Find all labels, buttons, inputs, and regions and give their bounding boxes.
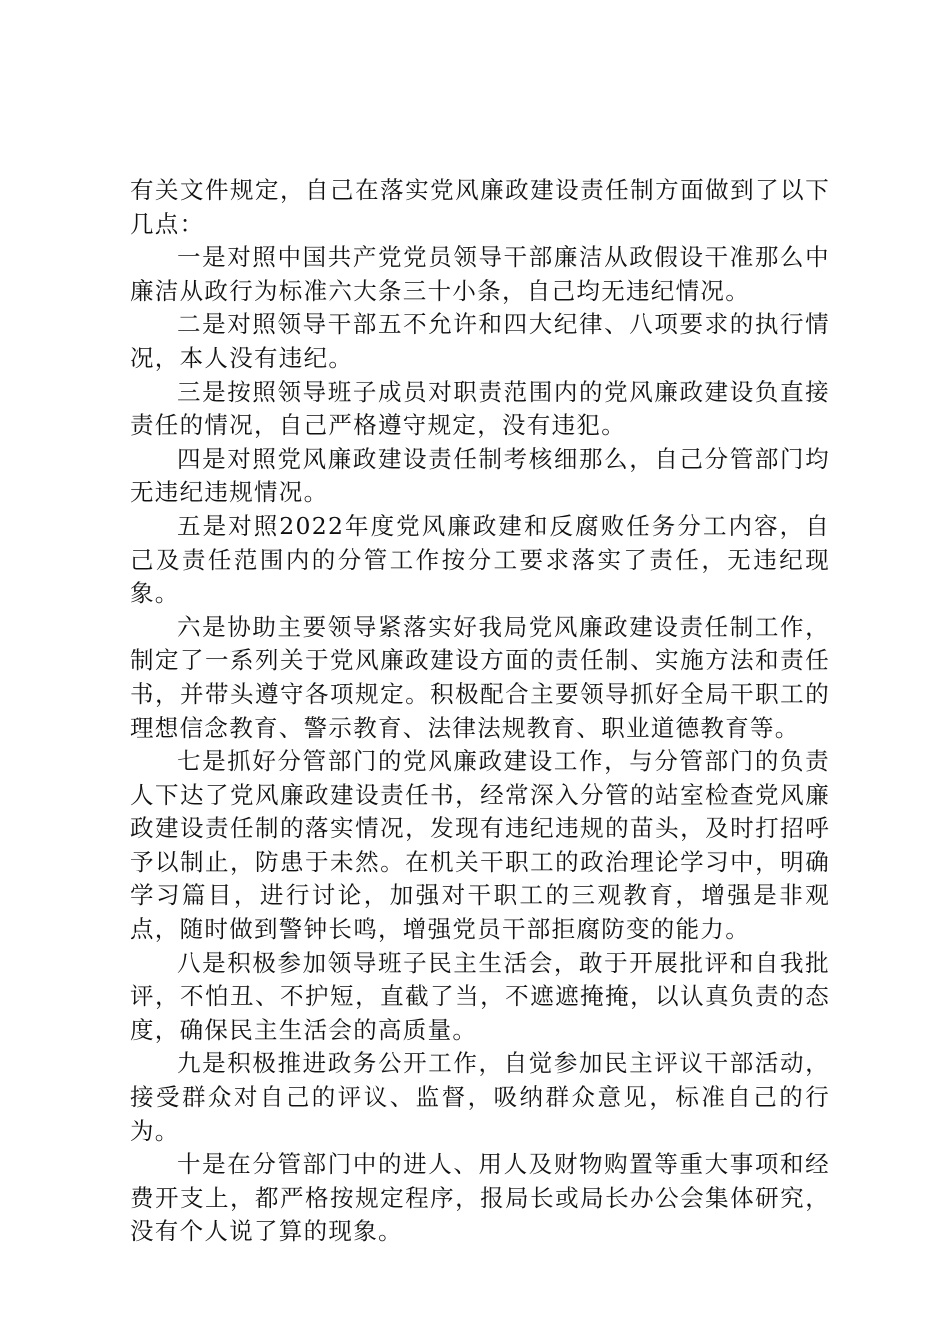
paragraph-item-2: 二是对照领导干部五不允许和四大纪律、八项要求的执行情况，本人没有违纪。 <box>130 310 830 372</box>
paragraph-item-4: 四是对照党风廉政建设责任制考核细那么，自己分管部门均无违纪违规情况。 <box>130 444 830 507</box>
paragraph-item-9: 九是积极推进政务公开工作，自觉参加民主评议干部活动，接受群众对自己的评议、监督，吸纳群众意见，标准自己的行为。 <box>130 1049 830 1145</box>
document-body <box>130 174 830 1249</box>
paragraph-item-3: 三是按照领导班子成员对职责范围内的党风廉政建设负直接责任的情况，自己严格遵守规定，没有违犯。 <box>130 377 830 440</box>
paragraph-item-8: 八是积极参加领导班子民主生活会，敢于开展批评和自我批评，不怕丑、不护短，直截了当，不遮遮掩掩，以认真负责的态度，确保民主生活会的高质量。 <box>130 948 830 1044</box>
paragraph-item-10: 十是在分管部门中的进人、用人及财物购置等重大事项和经费开支上，都严格按规定程序，报局长或局长办公会集体研究，没有个人说了算的现象。 <box>130 1150 830 1246</box>
paragraph-item-7: 七是抓好分管部门的党风廉政建设工作，与分管部门的负责人下达了党风廉政建设责任书，经常深入分管的站室检查党风廉政建设责任制的落实情况，发现有违纪违规的苗头，及时打招呼予以制止，防患于未然。在机关干职工的政治理论学习中，明确学习篇目，进行讨论，加强对干职工的三观教育，增强是非观点，随时做到警钟长鸣，增强党员干部拒腐防变的能力。 <box>130 747 830 944</box>
paragraph-item-6: 六是协助主要领导紧落实好我局党风廉政建设责任制工作，制定了一系列关于党风廉政建设方面的责任制、实施方法和责任书，并带头遵守各项规定。积极配合主要领导抓好全局干职工的理想信念教育、警示教育、法律法规教育、职业道德教育等。 <box>130 612 830 742</box>
paragraph-intro: 有关文件规定，自己在落实党风廉政建设责任制方面做到了以下几点： <box>130 176 830 238</box>
paragraph-item-5: 五是对照2022年度党风廉政建和反腐败任务分工内容，自己及责任范围内的分管工作按分工要求落实了责任，无违纪现象。 <box>130 511 830 608</box>
paragraph-item-1: 一是对照中国共产党党员领导干部廉洁从政假设干准那么中廉洁从政行为标准六大条三十小条，自己均无违纪情况。 <box>130 243 830 305</box>
